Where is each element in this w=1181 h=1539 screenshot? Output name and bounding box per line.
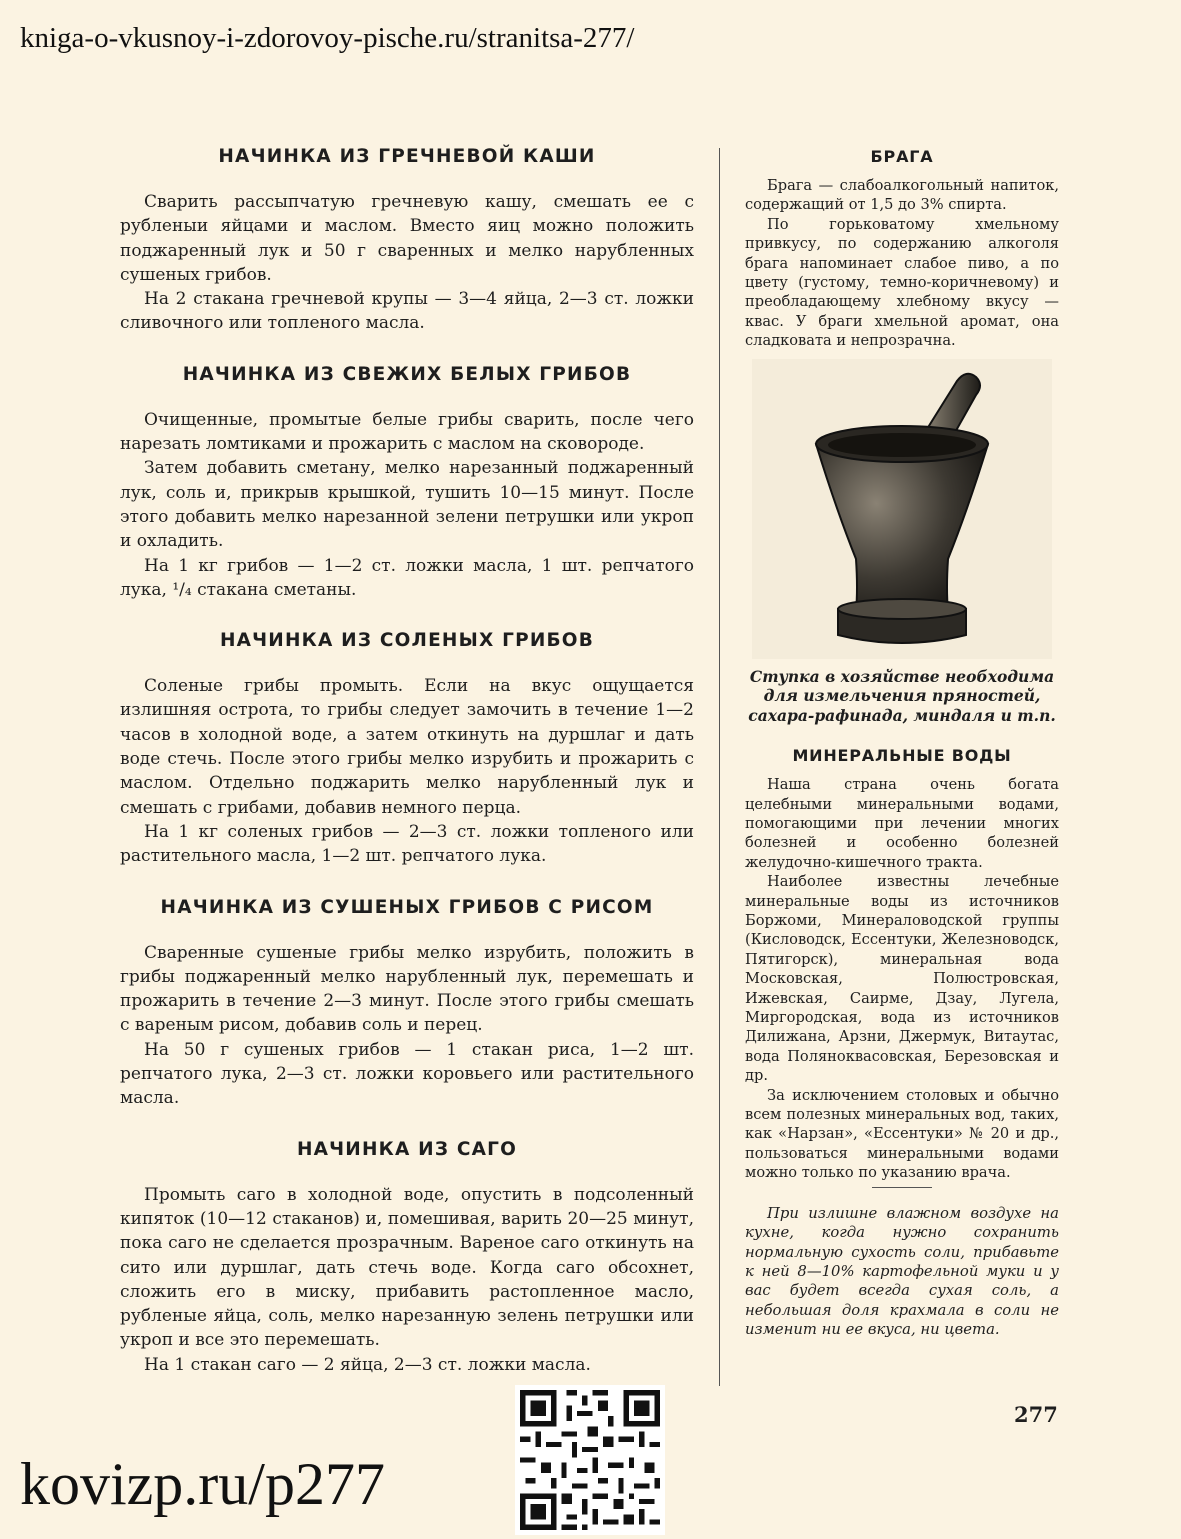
paragraph: По горьковатому хмельному привкусу, по содержанию алкоголя брага напоминает слабое пиво, а по цвету (густому, темно-коричневому) и преобладающему хлебному вкусу — квас. У браги хмельной аромат, она сладковата и непрозрачна. (745, 215, 1059, 350)
paragraph: На 1 кг соленых грибов — 2—3 ст. ложки топленого или растительного масла, 1—2 шт. репчатого лука. (120, 821, 694, 867)
qr-code-icon (515, 1385, 665, 1535)
paragraph: На 2 стакана гречневой крупы — 3—4 яйца, 2—3 ст. ложки сливочного или топленого масла. (120, 289, 694, 334)
section-salted-mushrooms (120, 628, 694, 868)
section-title: НАЧИНКА ИЗ СУШЕНЫХ ГРИБОВ С РИСОМ (160, 896, 654, 918)
section-title: НАЧИНКА ИЗ СОЛЕНЫХ ГРИБОВ (219, 630, 595, 652)
paragraph: На 50 г сушеных грибов — 1 стакан риса, 1—2 шт. репчатого лука, 2—3 ст. ложки коровьего или растительного масла. (120, 1039, 694, 1109)
paragraph: Соленые грибы промыть. Если на вкус ощущается излишняя острота, то грибы следует замочить в течение 1—2 часов в холодной воде, а затем откинуть на дуршлаг и дать воде стечь. После этого грибы мелко изрубить и прожарить с маслом. Отдельно поджарить мелко нарубленный лук и смешать с грибами, добавив немного перца. (120, 676, 694, 818)
section-title: МИНЕРАЛЬНЫЕ ВОДЫ (792, 746, 1012, 766)
paragraph: Промыть саго в холодной воде, опустить в подсоленный кипяток (10—12 стаканов) и, помешивая, варить 20—25 минут, пока саго не сделается прозрачным. Вареное саго откинуть на сито или дуршлаг, дать стечь воде. Когда саго обсохнет, сложить его в миску, прибавить растопленное масло, рубленые яйца, соль, мелко нарезанную зелень петрушки или укроп и все это перемешать. (120, 1184, 694, 1351)
paragraph: Сварить рассыпчатую гречневую кашу, смешать ее с рубленыи яйцами и маслом. Вместо яиц можно положить поджаренный лук и 50 г сваренных и мелко нарубленных сушеных грибов. (120, 192, 694, 285)
source-url[interactable]: kniga-o-vkusnoy-i-zdorovoy-pische.ru/stranitsa-277/ (20, 22, 635, 54)
left-column (120, 144, 694, 1403)
paragraph: Наша страна очень богата целебными минеральными водами, помогающими при лечении многих болезней и особенно болезней желудочно-кишечного тракта. (745, 776, 1059, 871)
paragraph: На 1 стакан саго — 2 яйца, 2—3 ст. ложки масла. (144, 1354, 591, 1375)
illustration-caption: Ступка в хозяйстве необходима для измельчения пряностей, сахара-рафинада, миндаля и т.п. (748, 666, 1056, 725)
paragraph: На 1 кг грибов — 1—2 ст. ложки масла, 1 шт. репчатого лука, ¹/₄ стакана сметаны. (120, 555, 694, 600)
right-column (745, 146, 1059, 1340)
divider (872, 1187, 932, 1188)
section-title: БРАГА (870, 147, 934, 166)
mortar-pestle-icon (752, 359, 1052, 659)
paragraph: Очищенные, промытые белые грибы сварить, после чего нарезать ломтиками и прожарить с маслом на сковороде. (120, 409, 694, 455)
qr-code[interactable] (515, 1385, 665, 1535)
section-title: НАЧИНКА ИЗ ГРЕЧНЕВОЙ КАШИ (218, 146, 596, 167)
braga-section (745, 146, 1059, 351)
paragraph: Сваренные сушеные грибы мелко изрубить, положить в грибы поджаренный мелко нарубленный лук, перемешать и прожарить в течение 2—3 минут. После этого грибы смешать с вареным рисом, добавив соль и перец. (120, 942, 694, 1036)
mineral-section (745, 745, 1059, 1183)
salt-tip: При излишне влажном воздухе на кухне, когда нужно сохранить нормальную сухость соли, прибавьте к ней 8—10% картофельной муки и у вас будет всегда сухая соль, а небольшая доля крахмала в соли не изменит ни ее вкуса, ни цвета. (745, 1204, 1059, 1339)
page-number: 277 (1014, 1402, 1058, 1427)
section-sago (120, 1137, 694, 1377)
section-fresh-mushrooms (120, 362, 694, 602)
paragraph: За исключением столовых и обычно всем полезных минеральных вод, таких, как «Нарзан», «Ессентуки» № 20 и др., пользоваться минеральными водами можно только по указанию врача. (745, 1086, 1059, 1182)
section-title: НАЧИНКА ИЗ СВЕЖИХ БЕЛЫХ ГРИБОВ (182, 363, 632, 385)
section-dried-mushrooms-rice (120, 895, 694, 1111)
column-divider (719, 148, 720, 1386)
paragraph: Брага — слабоалкогольный напиток, содержащий от 1,5 до 3% спирта. (745, 177, 1059, 214)
section-title: НАЧИНКА ИЗ САГО (296, 1138, 518, 1160)
paragraph: Наиболее известны лечебные минеральные воды из источников Боржоми, Минераловодской группы (Кисловодск, Ессентуки, Железноводск, Пятигорск), минеральная вода Московская, Полюстровская, Ижевская, Саирме, Дзау, Лугела, Миргородская, вода из источников Дилижана, Арзни, Джермук, Витаутас, вода Полянокваcовская, Березовская и др. (745, 873, 1059, 1085)
short-url[interactable]: kovizp.ru/p277 (20, 1451, 385, 1517)
mortar-illustration (745, 359, 1059, 659)
section-buckwheat (120, 144, 694, 336)
paragraph: Затем добавить сметану, мелко нарезанный поджаренный лук, соль и, прикрыв крышкой, тушить 10—15 минут. После этого добавить мелко нарезанной зелени петрушки или укроп и охладить. (120, 458, 694, 552)
